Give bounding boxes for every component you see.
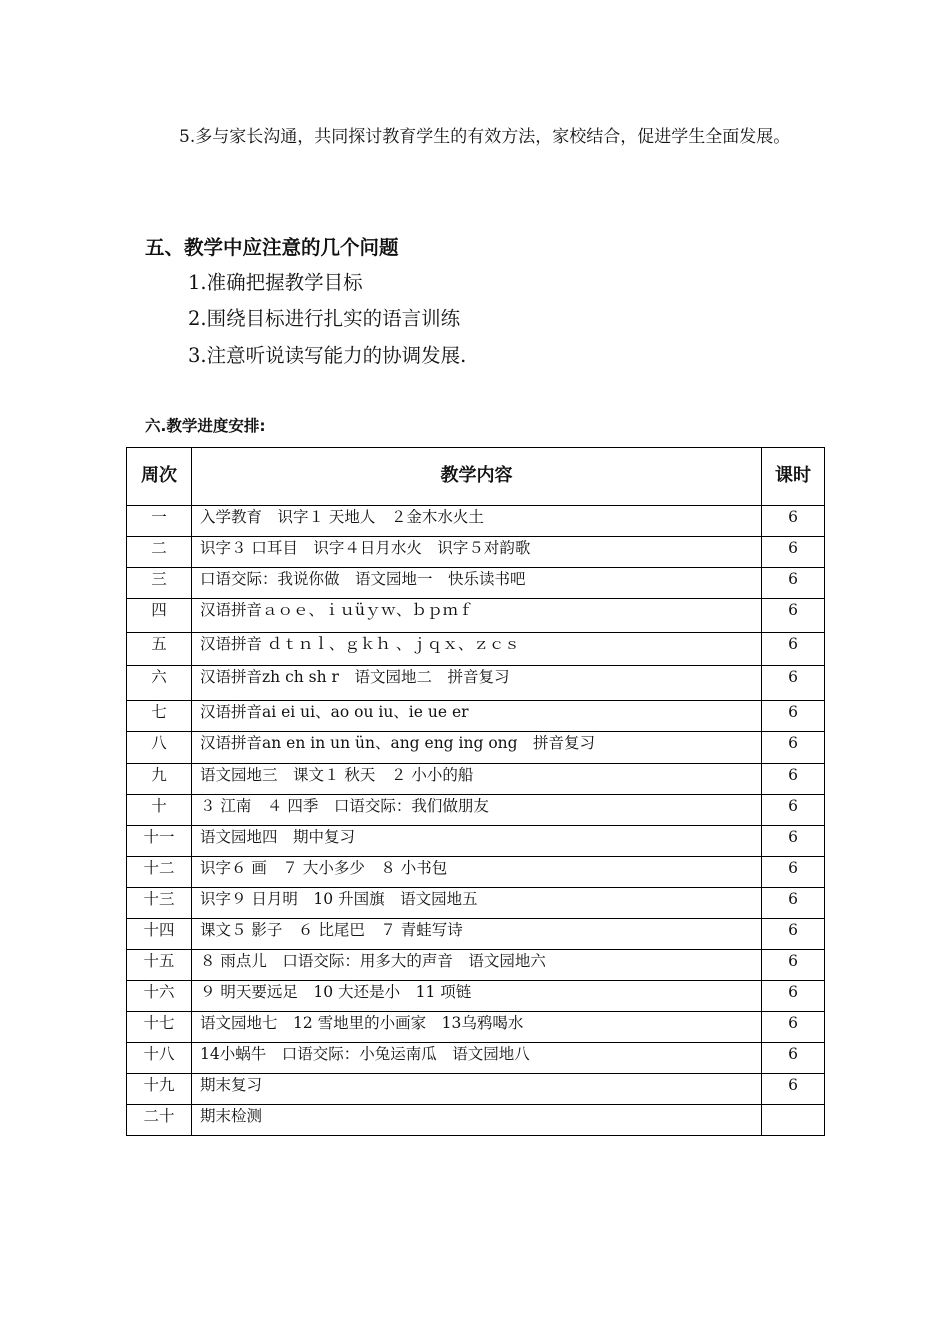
section-five-item-2: 2.围绕目标进行扎实的语言训练 [188,307,461,330]
hours-cell: 6 [762,1043,825,1074]
table-row [127,666,825,701]
hours-cell: 6 [762,826,825,857]
hours-cell: 6 [762,506,825,537]
table-row [127,1043,825,1074]
content-cell: 课文５ 影子 ６ 比尾巴 ７ 青蛙写诗 [192,919,762,950]
week-cell: 十四 [127,919,192,950]
table-row [127,506,825,537]
table-row [127,888,825,919]
week-cell: 七 [127,701,192,732]
week-cell: 十五 [127,950,192,981]
hours-cell: 6 [762,795,825,826]
week-cell: 二 [127,537,192,568]
hours-cell: 6 [762,981,825,1012]
week-cell: 一 [127,506,192,537]
table-row [127,701,825,732]
hours-cell: 6 [762,764,825,795]
week-cell: 二十 [127,1105,192,1136]
hours-cell: 6 [762,1012,825,1043]
content-cell: 识字９ 日月明 10 升国旗 语文园地五 [192,888,762,919]
teaching-schedule-table [126,447,825,1136]
hours-cell: 6 [762,732,825,764]
week-cell: 十一 [127,826,192,857]
section-five-item-3: 3.注意听说读写能力的协调发展. [188,344,467,367]
header-week: 周次 [127,448,192,506]
table-row [127,537,825,568]
table-row [127,795,825,826]
content-cell: 汉语拼音ai ei ui、ao ou iu、ie ue er [192,701,762,732]
hours-cell: 6 [762,701,825,732]
table-row [127,732,825,764]
table-row [127,1105,825,1136]
content-cell: 入学教育 识字１ 天地人 ２金木水火土 [192,506,762,537]
section-five-item-1: 1.准确把握教学目标 [188,271,363,294]
hours-cell: 6 [762,633,825,666]
hours-cell: 6 [762,950,825,981]
table-row [127,981,825,1012]
table-body [127,506,825,1136]
week-cell: 十三 [127,888,192,919]
table-row [127,1012,825,1043]
intro-paragraph: 5.多与家长沟通，共同探讨教育学生的有效方法，家校结合，促进学生全面发展。 [179,127,791,147]
content-cell: 口语交际：我说你做 语文园地一 快乐读书吧 [192,568,762,599]
header-content: 教学内容 [192,448,762,506]
week-cell: 十八 [127,1043,192,1074]
hours-cell: 6 [762,568,825,599]
hours-cell: 6 [762,857,825,888]
header-hours: 课时 [762,448,825,506]
content-cell: ３ 江南 ４ 四季 口语交际：我们做朋友 [192,795,762,826]
content-cell: 14小蜗牛 口语交际：小兔运南瓜 语文园地八 [192,1043,762,1074]
table-row [127,633,825,666]
content-cell: 期末检测 [192,1105,762,1136]
table-header-row [127,448,825,506]
table-row [127,919,825,950]
hours-cell: 6 [762,888,825,919]
table-row [127,599,825,633]
hours-cell [762,1105,825,1136]
table-row [127,764,825,795]
hours-cell: 6 [762,537,825,568]
content-cell: 语文园地七 12 雪地里的小画家 13乌鸦喝水 [192,1012,762,1043]
table-row [127,568,825,599]
week-cell: 六 [127,666,192,701]
content-cell: 汉语拼音ａｏｅ、ｉｕüｙｗ、ｂｐｍｆ [192,599,762,633]
hours-cell: 6 [762,666,825,701]
week-cell: 九 [127,764,192,795]
week-cell: 四 [127,599,192,633]
content-cell: 汉语拼音an en in un ün、ang eng ing ong 拼音复习 [192,732,762,764]
week-cell: 十二 [127,857,192,888]
hours-cell: 6 [762,599,825,633]
table-row [127,857,825,888]
week-cell: 十 [127,795,192,826]
table-row [127,826,825,857]
table-row [127,950,825,981]
week-cell: 三 [127,568,192,599]
week-cell: 八 [127,732,192,764]
content-cell: 识字６ 画 ７ 大小多少 ８ 小书包 [192,857,762,888]
content-cell: 汉语拼音 ｄｔｎｌ、ｇｋｈ 、ｊｑｘ、ｚｃｓ [192,633,762,666]
content-cell: ９ 明天要远足 10 大还是小 11 项链 [192,981,762,1012]
week-cell: 十七 [127,1012,192,1043]
week-cell: 十九 [127,1074,192,1105]
section-five-heading: 五、教学中应注意的几个问题 [145,236,399,259]
content-cell: 汉语拼音zh ch sh r 语文园地二 拼音复习 [192,666,762,701]
table-row [127,1074,825,1105]
section-six-heading: 六.教学进度安排: [145,417,266,435]
content-cell: 语文园地三 课文１ 秋天 ２ 小小的船 [192,764,762,795]
hours-cell: 6 [762,919,825,950]
content-cell: 识字３ 口耳目 识字４日月水火 识字５对韵歌 [192,537,762,568]
content-cell: 期末复习 [192,1074,762,1105]
content-cell: 语文园地四 期中复习 [192,826,762,857]
hours-cell: 6 [762,1074,825,1105]
content-cell: ８ 雨点儿 口语交际：用多大的声音 语文园地六 [192,950,762,981]
week-cell: 五 [127,633,192,666]
week-cell: 十六 [127,981,192,1012]
